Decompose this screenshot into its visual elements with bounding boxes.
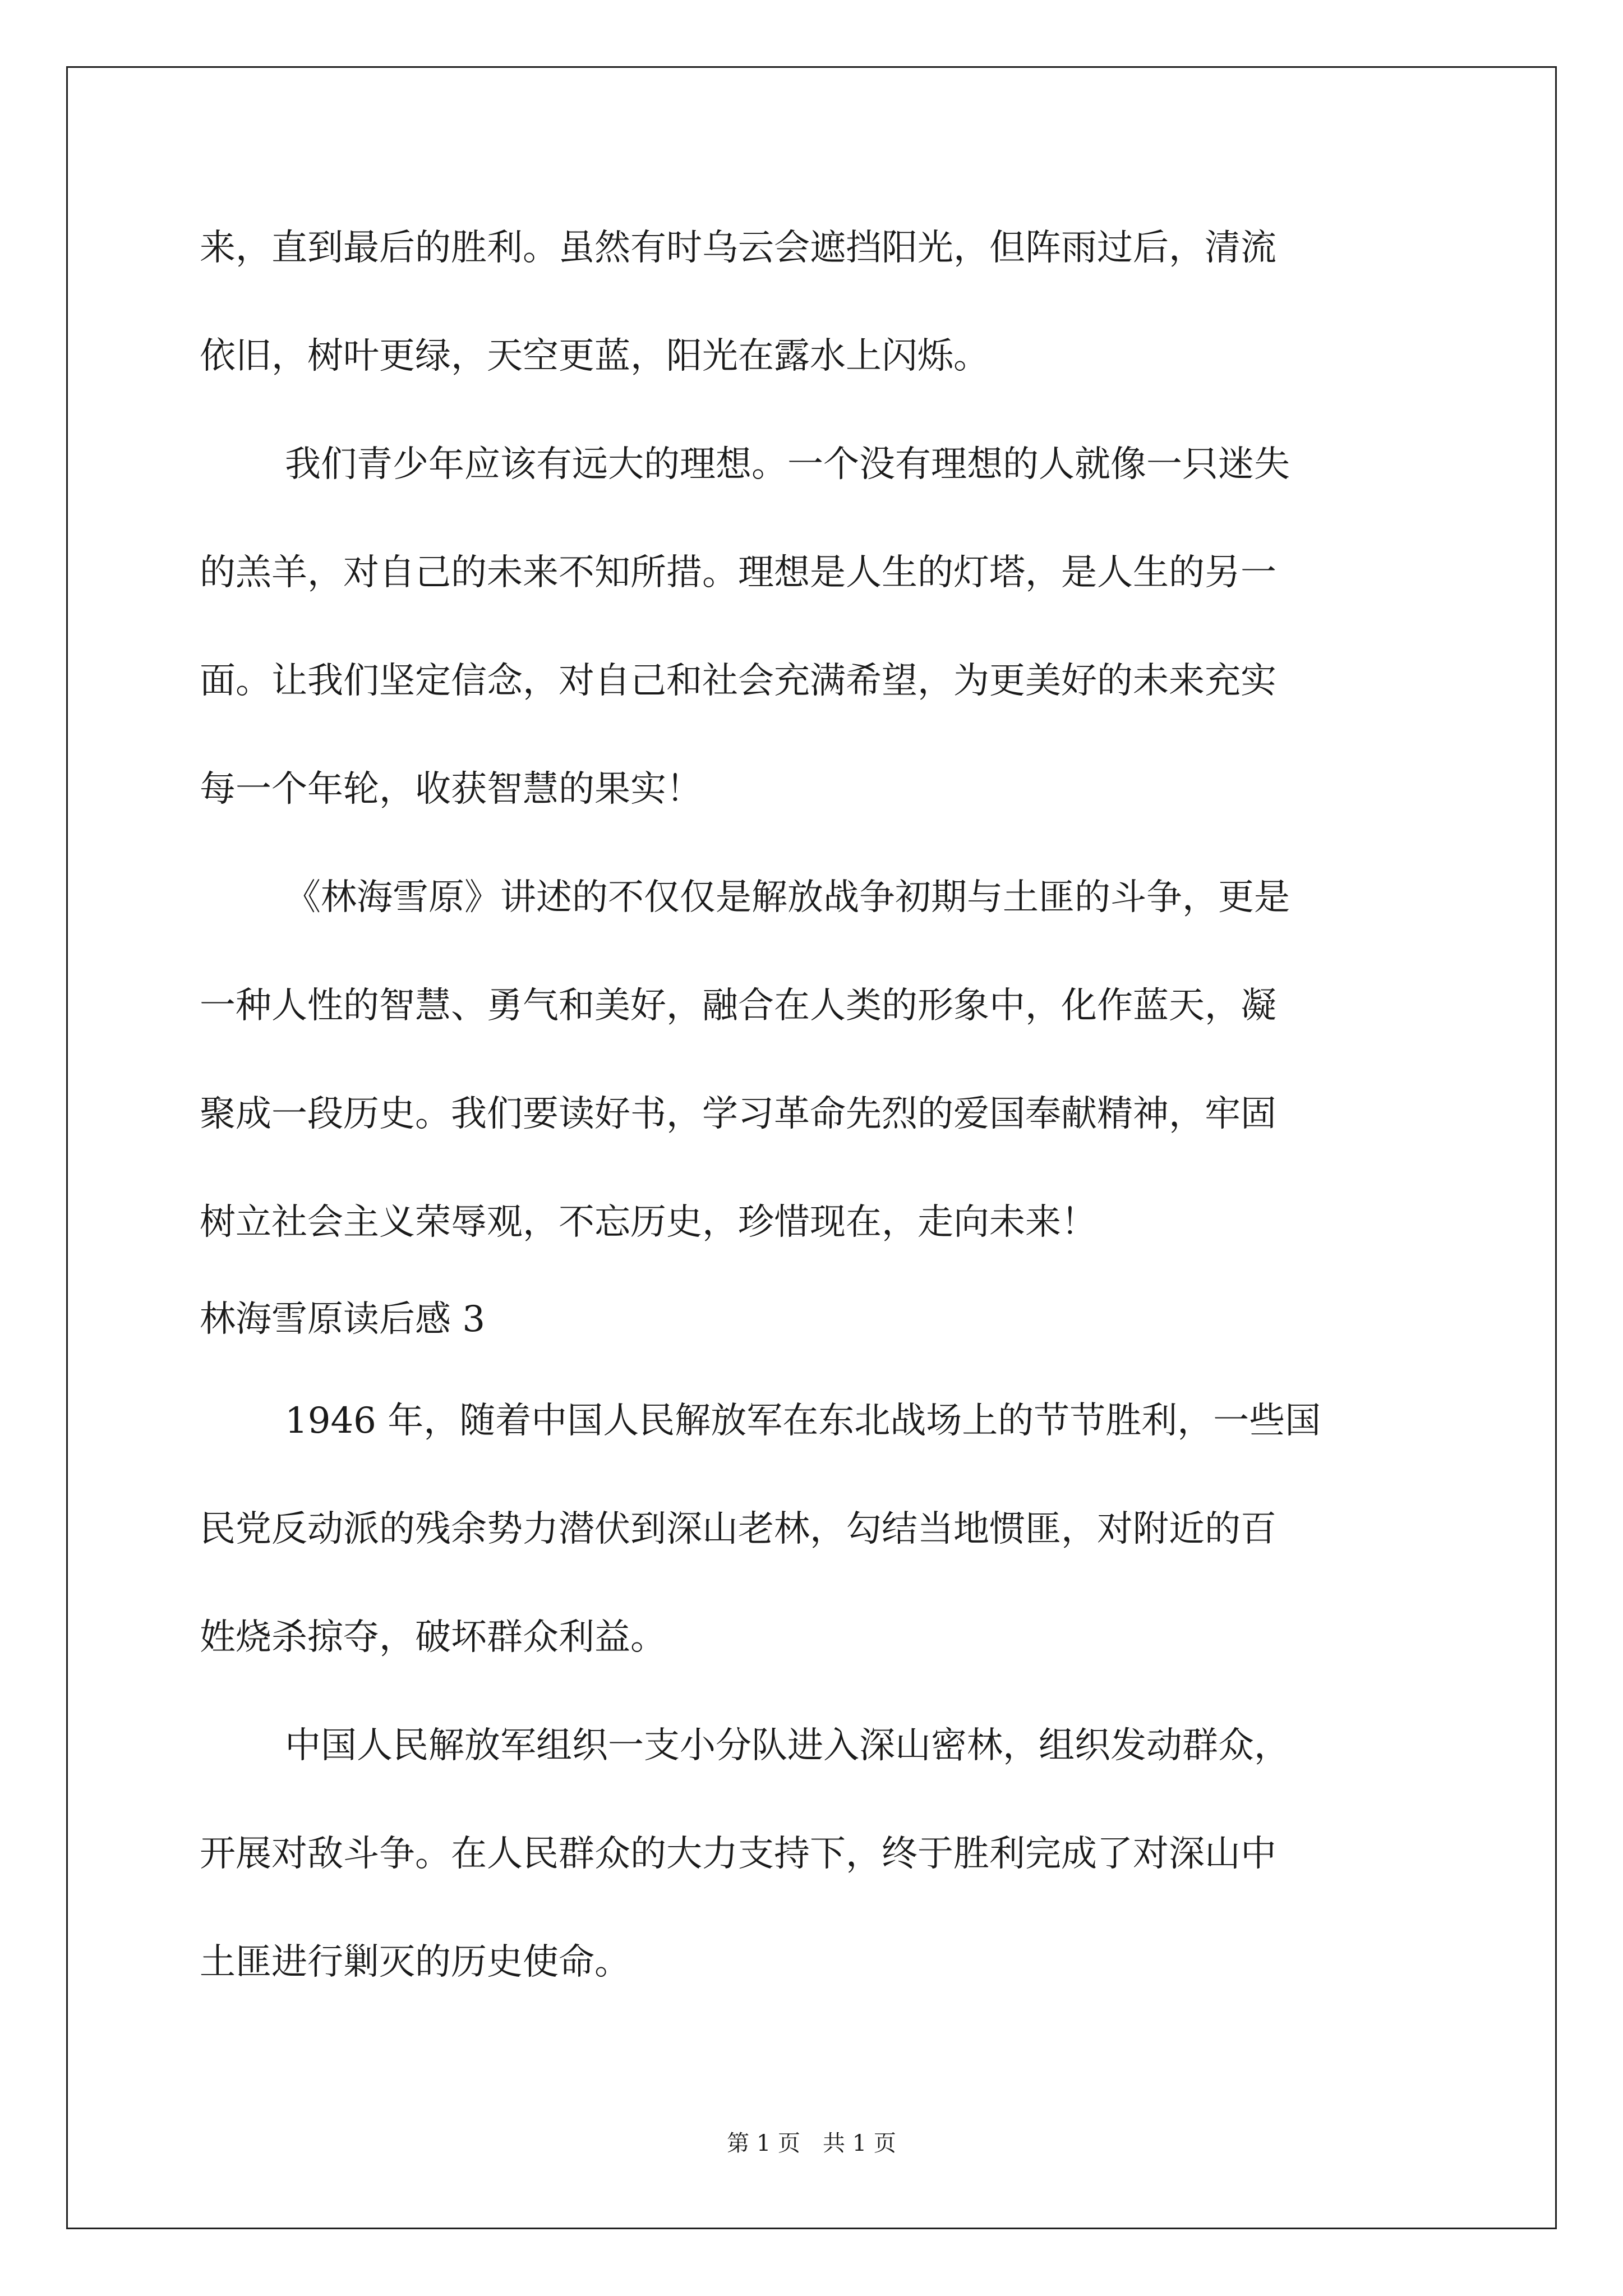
body-line: 开展对敌斗争。在人民群众的大力支持下，终于胜利完成了对深山中	[200, 1833, 1276, 1875]
body-line: 每一个年轮，收获智慧的果实！	[200, 769, 702, 810]
body-line: 土匪进行剿灭的历史使命。	[200, 1941, 630, 1983]
body-line: 我们青少年应该有远大的理想。一个没有理想的人就像一只迷失	[285, 444, 1290, 485]
page-border	[66, 66, 1557, 2229]
body-line: 面。让我们坚定信念，对自己和社会充满希望，为更美好的未来充实	[200, 660, 1276, 702]
body-line: 一种人性的智慧、勇气和美好，融合在人类的形象中，化作蓝天，凝	[200, 985, 1276, 1027]
body-line: 依旧，树叶更绿，天空更蓝，阳光在露水上闪烁。	[200, 335, 989, 377]
body-line: 来，直到最后的胜利。虽然有时乌云会遮挡阳光，但阵雨过后，清流	[200, 227, 1276, 269]
section-heading: 林海雪原读后感 3	[200, 1299, 486, 1340]
body-line: 的羔羊，对自己的未来不知所措。理想是人生的灯塔，是人生的另一	[200, 552, 1276, 593]
page-number: 第 1 页 共 1 页	[727, 2131, 896, 2156]
body-line: 聚成一段历史。我们要读好书，学习革命先烈的爱国奉献精神，牢固	[200, 1093, 1276, 1135]
body-line: 1946 年，随着中国人民解放军在东北战场上的节节胜利，一些国	[285, 1400, 1321, 1442]
body-line: 民党反动派的残余势力潜伏到深山老林，勾结当地惯匪，对附近的百	[200, 1508, 1276, 1550]
body-line: 树立社会主义荣辱观，不忘历史，珍惜现在，走向未来！	[200, 1202, 1097, 1243]
body-line: 姓烧杀掠夺，破坏群众利益。	[200, 1617, 666, 1658]
body-line: 中国人民解放军组织一支小分队进入深山密林，组织发动群众，	[285, 1725, 1290, 1766]
body-line: 《林海雪原》讲述的不仅仅是解放战争初期与土匪的斗争，更是	[285, 877, 1290, 918]
